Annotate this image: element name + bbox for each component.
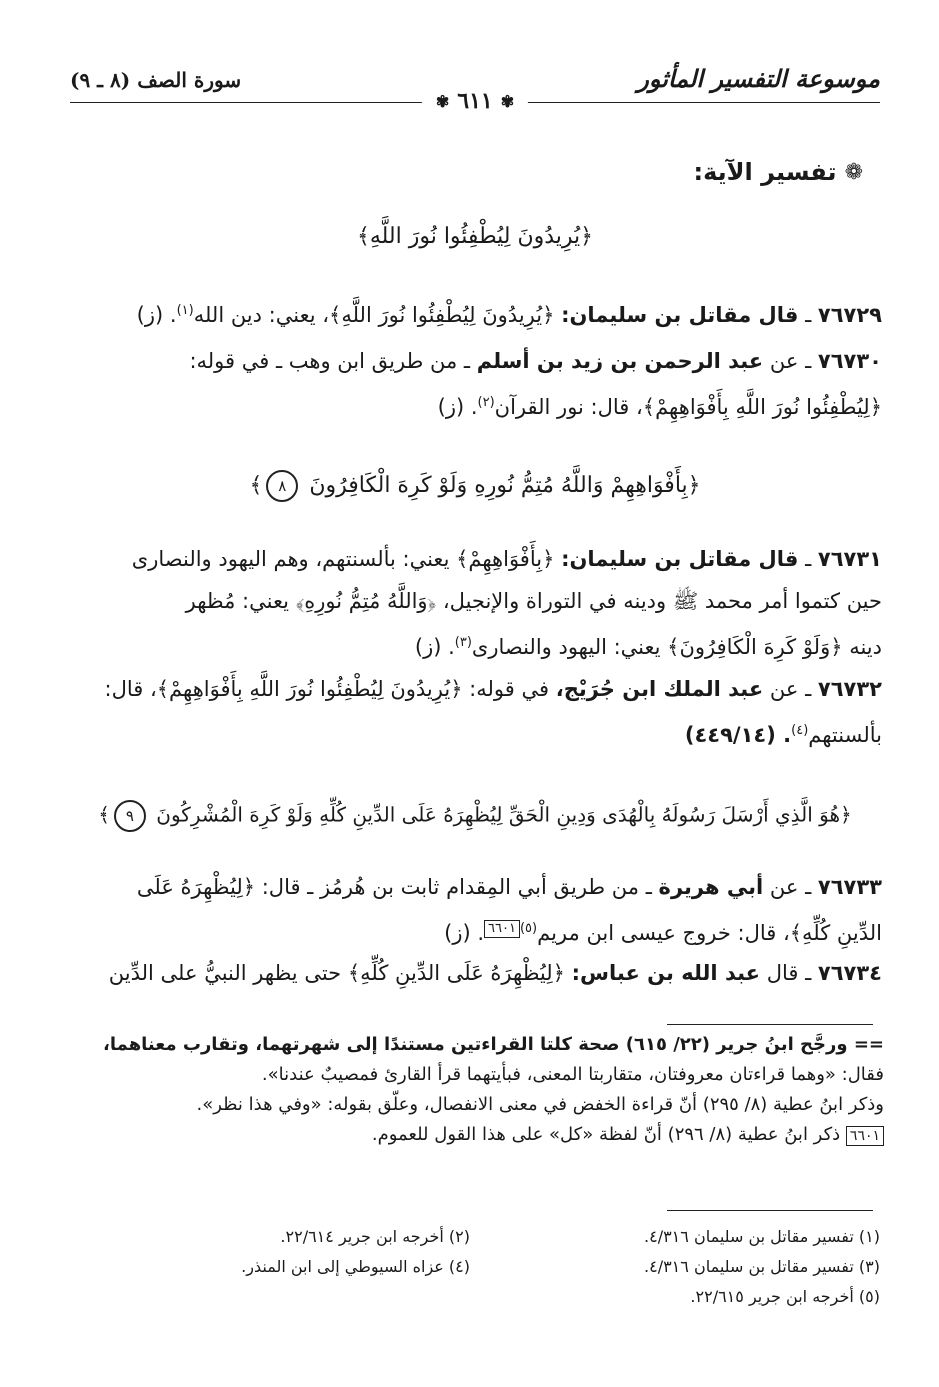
verse-number: ٨ — [266, 470, 298, 502]
ornament-icon: ✾ — [500, 91, 515, 111]
notes-divider — [667, 1024, 873, 1025]
narrator: عبد الملك ابن جُرَيْج، — [555, 677, 764, 701]
footnotes — [100, 1222, 880, 1312]
entry-number: ٧٦٧٣٠ — [817, 349, 882, 373]
entry-76730: ٧٦٧٣٠ ـ عن عبد الرحمن بن زيد بن أسلم ـ من طريق ابن وهب ـ في قوله: ﴿لِيُطْفِئُوا نُورَ اللَّهِ بِأَفْوَاهِهِمْ﴾، قال: نور القرآن$^{(٢)}$. (ز) — [189, 349, 882, 419]
entry-text: ﴿لِيُطْفِئُوا نُورَ اللَّهِ بِأَفْوَاهِهِمْ﴾، قال: نور القرآن — [494, 395, 882, 419]
note-line: وذكر ابنُ عطية (٨/ ٢٩٥) أنّ قراءة الخفض في معنى الانفصال، وعلّق بقوله: «وفي هذا نظر». — [196, 1094, 884, 1115]
commentary-notes — [66, 1030, 884, 1150]
footnote-ref: (٣) — [454, 635, 472, 650]
entry-tail: . (٤٤٩/١٤) — [684, 723, 792, 747]
ornament-icon: ✾ — [435, 91, 450, 111]
entry-number: ٧٦٧٣١ — [817, 547, 882, 571]
section-heading — [694, 158, 864, 186]
verse-line — [70, 470, 880, 502]
entry-76732: ٧٦٧٣٢ ـ عن عبد الملك ابن جُرَيْج، في قوله: ﴿يُرِيدُونَ لِيُطْفِئُوا نُورَ اللَّهِ بِأَفْوَاهِهِمْ﴾، قال: بألسنتهم$^{(٤)}$. (٤٤٩/١٤) — [104, 677, 882, 747]
verse-line — [70, 800, 880, 832]
commentary-ref-box[interactable]: ٦٦٠١ — [484, 920, 520, 938]
book-title: موسوعة التفسير المأثور — [637, 64, 880, 93]
entry-76729: ٧٦٧٢٩ ـ قال مقاتل بن سليمان: ﴿يُرِيدُونَ لِيُطْفِئُوا نُورَ اللَّهِ﴾، يعني: دين الله$^{(١)}$. (ز) — [136, 303, 882, 327]
entry-text: دينه ﴿وَلَوْ كَرِهَ الْكَافِرُونَ﴾ يعني: اليهود والنصارى — [471, 635, 882, 659]
footnote-ref: (٢) — [477, 395, 495, 410]
entry-text: ﴿بِأَفْوَاهِهِمْ﴾ يعني: بألسنتهم، وهم اليهود والنصارى — [131, 547, 555, 571]
narrator: أبي هريرة — [658, 875, 764, 899]
entry-text: بألسنتهم — [808, 723, 882, 747]
footnotes-divider — [667, 1210, 873, 1211]
entry-text: ﴿لِيُظْهِرَهُ عَلَى الدِّينِ كُلِّهِ﴾ حتى يظهر النبيُّ على الدِّين — [108, 961, 565, 985]
footnote-item: (٣) تفسير مقاتل بن سليمان ٤/٣١٦. — [644, 1257, 880, 1276]
verse-text: ﴿يُرِيدُونَ لِيُطْفِئُوا نُورَ اللَّهِ﴾ — [356, 224, 594, 249]
entry-text: ﴿يُرِيدُونَ لِيُطْفِئُوا نُورَ اللَّهِ﴾، يعني: دين الله — [193, 303, 555, 327]
page-number-block — [422, 88, 528, 114]
entry-text: في قوله: ﴿يُرِيدُونَ لِيُطْفِئُوا نُورَ اللَّهِ بِأَفْوَاهِهِمْ﴾، قال: — [104, 677, 550, 701]
verse-text: ﴿هُوَ الَّذِي أَرْسَلَ رَسُولَهُ بِالْهُدَى وَدِينِ الْحَقِّ لِيُظْهِرَهُ عَلَى الدِّينِ كُلِّهِ وَلَوْ كَرِهَ الْمُشْرِكُونَ — [156, 802, 852, 827]
entry-tail: . (ز) — [136, 303, 177, 327]
entry-text: ـ من طريق أبي المِقدام ثابت بن هُرمُز ـ قال: ﴿لِيُظْهِرَهُ عَلَى — [136, 875, 652, 899]
verse-text: ﴿بِأَفْوَاهِهِمْ وَاللَّهُ مُتِمُّ نُورِهِ وَلَوْ كَرِهَ الْكَافِرُونَ — [309, 473, 701, 498]
page-number: ٦١١ — [457, 88, 493, 114]
note-text: ذكر ابنُ عطية (٨/ ٢٩٦) أنّ لفظة «كل» على هذا القول للعموم. — [371, 1124, 841, 1145]
narrator: عبد الله بن عباس: — [571, 961, 760, 985]
entry-pre: عن — [769, 349, 799, 373]
entry-tail: . (ز) — [444, 921, 485, 945]
verse-close: ﴾ — [98, 802, 110, 827]
flower-icon: ❁ — [844, 159, 863, 185]
entry-76734: ٧٦٧٣٤ ـ قال عبد الله بن عباس: ﴿لِيُظْهِرَهُ عَلَى الدِّينِ كُلِّهِ﴾ حتى يظهر النبيُّ على الدِّين — [108, 961, 882, 985]
entry-text: حين كتموا أمر محمد ﷺ ودينه في التوراة والإنجيل، ﴿وَاللَّهُ مُتِمُّ نُورِهِ﴾ يعني: مُظهر — [185, 589, 882, 613]
footnote-item: (٤) عزاه السيوطي إلى ابن المنذر. — [241, 1257, 470, 1276]
verse-number: ٩ — [114, 800, 146, 832]
footnote-ref: (٥) — [519, 921, 538, 936]
entry-76731: ٧٦٧٣١ ـ قال مقاتل بن سليمان: ﴿بِأَفْوَاهِهِمْ﴾ يعني: بألسنتهم، وهم اليهود والنصارى حين كتموا أمر محمد ﷺ ودينه في التوراة والإنجيل، ﴿وَاللَّهُ مُتِمُّ نُورِهِ﴾ يعني: مُظهر دينه ﴿وَلَوْ كَرِهَ الْكَافِرُونَ﴾ يعني: اليهود والنصارى$^{(٣)}$. (ز) — [131, 547, 882, 659]
verse-close: ﴾ — [249, 473, 263, 498]
verse-line — [70, 224, 880, 249]
footnote-item: (٥) أخرجه ابن جرير ٢٢/٦١٥. — [690, 1287, 880, 1306]
note-line: == ورجَّح ابنُ جرير (٢٢/ ٦١٥) صحة كلتا القراءتين مستندًا إلى شهرتهما، وتقارب معناهما، — [103, 1034, 884, 1055]
entry-tail: . (ز) — [414, 635, 455, 659]
entry-number: ٧٦٧٣٣ — [817, 875, 882, 899]
footnote-item: (٢) أخرجه ابن جرير ٢٢/٦١٤. — [280, 1227, 470, 1246]
entry-number: ٧٦٧٣٤ — [817, 961, 882, 985]
entry-number: ٧٦٧٣٢ — [817, 677, 882, 701]
entry-text: ـ من طريق ابن وهب ـ في قوله: — [189, 349, 471, 373]
footnote-ref: (٤) — [791, 723, 809, 738]
entry-pre: عن — [769, 677, 799, 701]
note-line — [66, 1120, 884, 1150]
note-line: فقال: «وهما قراءتان معروفتان، متقاربتا المعنى، فبأيتهما قرأ القارئ فمصيبٌ عندنا». — [261, 1064, 884, 1085]
entry-pre: قال — [766, 961, 799, 985]
narrator: عبد الرحمن بن زيد بن أسلم — [476, 349, 764, 373]
entry-76733: ٧٦٧٣٣ ـ عن أبي هريرة ـ من طريق أبي المِقدام ثابت بن هُرمُز ـ قال: ﴿لِيُظْهِرَهُ عَلَى الدِّينِ كُلِّهِ﴾، قال: خروج عيسى ابن مريم$^{(٥)}$٦٦٠١. (ز) — [136, 875, 882, 945]
commentary-number-box: ٦٦٠١ — [846, 1126, 884, 1146]
footnote-item: (١) تفسير مقاتل بن سليمان ٤/٣١٦. — [644, 1227, 880, 1246]
entry-pre: عن — [769, 875, 799, 899]
surah-label: سورة الصف (٨ ـ ٩) — [70, 68, 242, 92]
footnote-ref: (١) — [176, 303, 194, 318]
entry-tail: . (ز) — [437, 395, 478, 419]
page-header — [70, 62, 880, 122]
entry-number: ٧٦٧٢٩ — [817, 303, 882, 327]
narrator: قال مقاتل بن سليمان: — [561, 303, 799, 327]
entry-text: الدِّينِ كُلِّهِ﴾، قال: خروج عيسى ابن مريم — [537, 921, 882, 945]
narrator: قال مقاتل بن سليمان: — [561, 547, 799, 571]
section-title: تفسير الآية: — [693, 158, 837, 186]
